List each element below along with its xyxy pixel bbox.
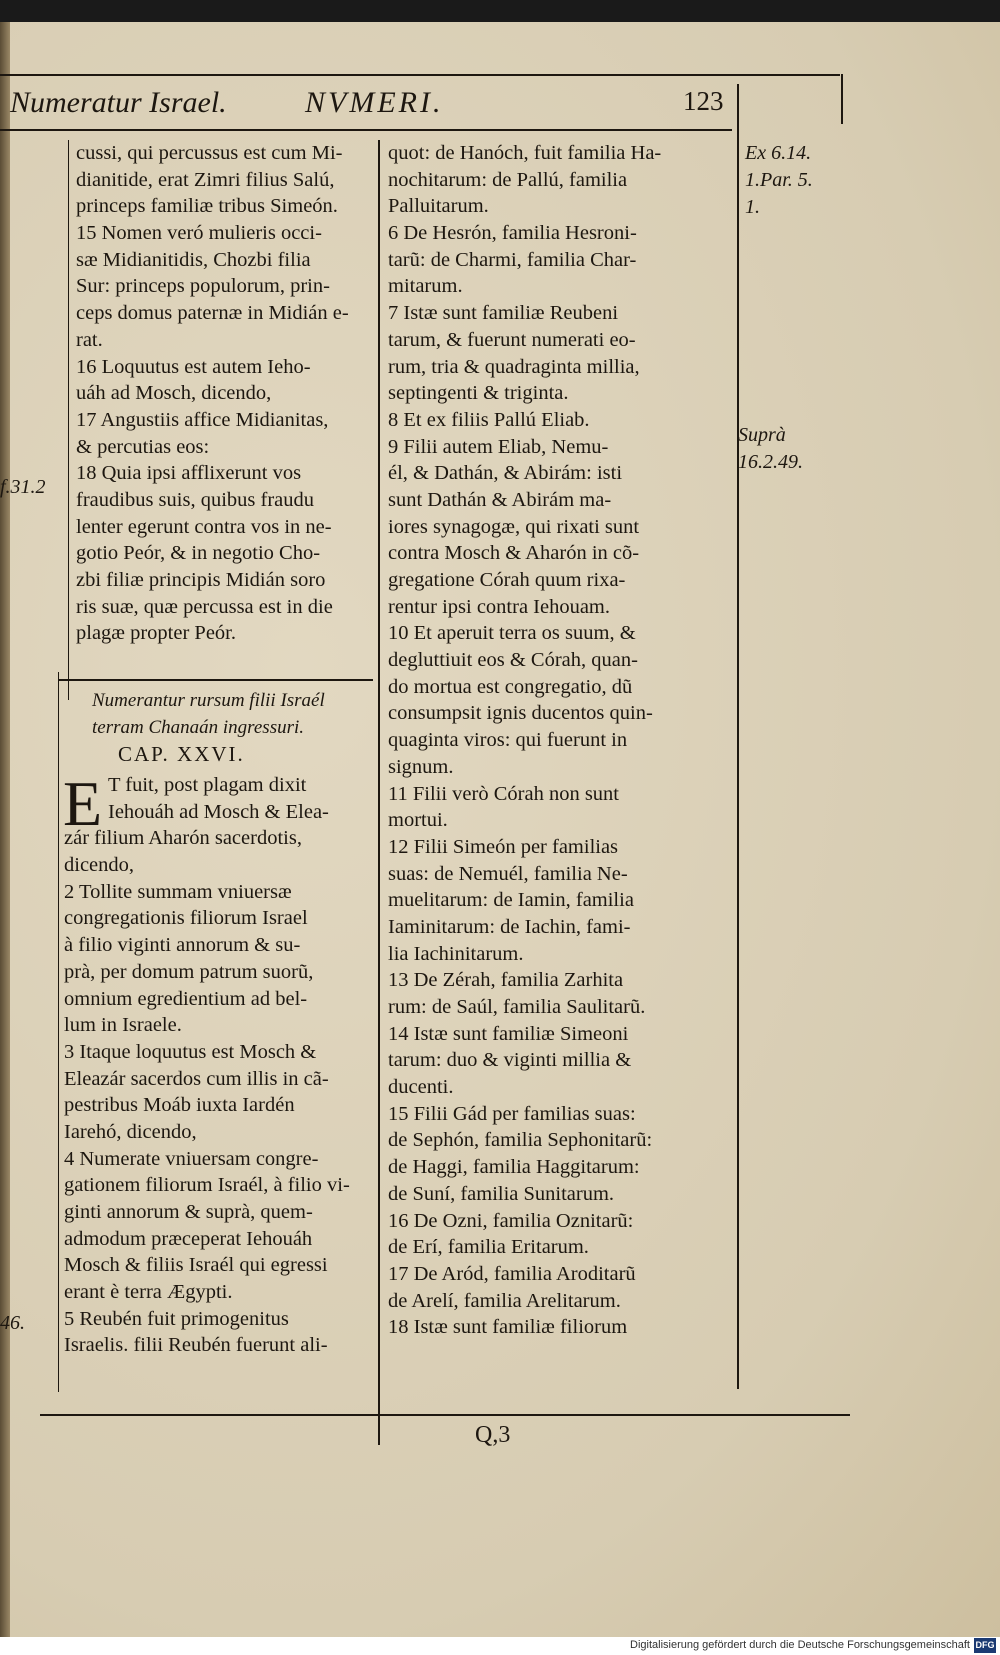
text-line: 8 Et ex filiis Pallú Eliab.	[388, 408, 590, 431]
header-rule	[0, 129, 732, 131]
left-column-rule	[68, 140, 69, 700]
text-line: 16 Loquutus est autem Ieho-	[76, 355, 311, 378]
text-line: à filio viginti annorum & su-	[64, 934, 301, 957]
text-line: ducenti.	[388, 1076, 454, 1099]
text-line: gregatione Córah quum rixa-	[388, 569, 626, 591]
text-line: gotio Peór, & in negotio Cho-	[76, 542, 321, 565]
text-line: nochitarum: de Pallú, familia	[388, 168, 628, 191]
text-line: ceps domus paternæ in Midián e-	[76, 302, 349, 325]
section-summary	[92, 687, 374, 741]
text-line: Palluitarum.	[388, 195, 489, 218]
text-line: zár filium Aharón sacerdotis,	[64, 827, 302, 850]
text-line: 5 Reubén fuit primogenitus	[64, 1307, 289, 1330]
text-line: septingenti & triginta.	[388, 382, 569, 405]
text-line: tarum, & fuerunt numerati eo-	[388, 328, 636, 351]
text-line: ginti annorum & suprà, quem-	[64, 1201, 313, 1223]
text-line: mitarum.	[388, 275, 463, 298]
margin-ref-supra	[738, 422, 803, 476]
text-line: de Arelí, familia Arelitarum.	[388, 1289, 621, 1312]
text-line: quot: de Hanóch, fuit familia Ha-	[388, 142, 662, 164]
text-line: Israelis. filii Reubén fuerunt ali-	[64, 1334, 328, 1357]
margin-ref-line: Ex 6.14.	[745, 142, 812, 164]
funding-notice: Digitalisierung gefördert durch die Deutsche Forschungsgemeinschaft	[630, 1639, 970, 1651]
right-column-verses	[388, 140, 733, 1341]
text-line: degluttiuit eos & Córah, quan-	[388, 649, 638, 672]
text-line: 18 Istæ sunt familiæ filiorum	[388, 1316, 628, 1339]
text-line: erant è terra Ægypti.	[64, 1281, 233, 1304]
text-line: de Sephón, familia Sephonitarũ:	[388, 1129, 653, 1152]
dfg-logo-icon: DFG	[974, 1638, 996, 1653]
text-line: Iarehó, dicendo,	[64, 1120, 197, 1143]
text-line: 15 Nomen veró mulieris occi-	[76, 222, 322, 245]
text-line: de Erí, familia Eritarum.	[388, 1236, 589, 1259]
text-line: 3 Itaque loquutus est Mosch &	[64, 1040, 317, 1063]
text-line: contra Mosch & Aharón in cõ-	[388, 542, 640, 565]
margin-ref-line: 1.Par. 5.	[745, 169, 813, 191]
text-line: rat.	[76, 328, 103, 351]
text-line: admodum præceperat Iehouáh	[64, 1227, 313, 1250]
text-line: Iaminitarum: de Iachin, fami-	[388, 915, 631, 938]
text-line: tarũ: de Charmi, familia Char-	[388, 248, 637, 271]
text-line: plagæ propter Peór.	[76, 622, 236, 645]
margin-note-left-1: f.31.2	[0, 476, 46, 498]
text-line: Sur: princeps populorum, prin-	[76, 275, 330, 298]
right-margin-rule	[737, 84, 739, 1389]
text-line: sæ Midianitidis, Chozbi filia	[76, 248, 311, 271]
binding-edge	[0, 22, 10, 1637]
text-line: Eleazár sacerdos cum illis in cã-	[64, 1067, 329, 1090]
text-line: zbi filiæ principis Midián soro	[76, 569, 326, 591]
text-line: 10 Et aperuit terra os suum, &	[388, 622, 636, 645]
text-line: consumpsit ignis ducentos quin-	[388, 702, 653, 725]
text-line: 17 Angustiis affice Midianitas,	[76, 408, 329, 431]
text-line: de Haggi, familia Haggitarum:	[388, 1156, 640, 1179]
text-line: do mortua est congregatio, dũ	[388, 675, 633, 698]
left-column-rule-lower	[58, 672, 59, 1392]
text-line: rum, tria & quadraginta millia,	[388, 355, 640, 378]
text-line: lenter egerunt contra vos in ne-	[76, 515, 332, 538]
text-line: rentur ipsi contra Iehouam.	[388, 595, 611, 618]
bottom-rule	[40, 1414, 850, 1416]
text-line: tarum: duo & viginti millia &	[388, 1049, 632, 1072]
text-line: uáh ad Mosch, dicendo,	[76, 382, 272, 405]
text-line: gationem filiorum Israél, à filio vi-	[64, 1174, 350, 1197]
text-line: congregationis filiorum Israel	[64, 907, 308, 930]
text-line: lum in Israele.	[64, 1014, 182, 1037]
margin-ref-exodus	[745, 140, 813, 221]
digitization-footer	[0, 1637, 1000, 1655]
left-column-verses	[76, 140, 376, 647]
text-line: cussi, qui percussus est cum Mi-	[76, 142, 343, 164]
text-line: lia Iachinitarum.	[388, 942, 524, 965]
text-line: sunt Dathán & Abirám ma-	[388, 488, 612, 511]
text-line: 15 Filii Gád per familias suas:	[388, 1102, 636, 1125]
text-line: fraudibus suis, quibus fraudu	[76, 488, 315, 511]
outer-rule	[841, 74, 843, 124]
text-line: 9 Filii autem Eliab, Nemu-	[388, 435, 609, 458]
column-divider	[378, 140, 380, 1445]
text-line: mortui.	[388, 809, 448, 832]
text-line: dicendo,	[64, 854, 135, 877]
text-line: de Suní, familia Sunitarum.	[388, 1182, 615, 1205]
text-line: 6 De Hesrón, familia Hesroni-	[388, 222, 637, 245]
running-head-title: NVMERI.	[305, 86, 444, 119]
text-line: dianitide, erat Zimri filius Salú,	[76, 168, 335, 191]
text-line: omnium egredientium ad bel-	[64, 987, 308, 1010]
chapter-26-verses	[63, 768, 374, 1359]
text-line: suas: de Nemuél, familia Ne-	[388, 862, 628, 885]
text-line: rum: de Saúl, familia Saulitarũ.	[388, 996, 646, 1018]
text-line: T fuit, post plagam dixit	[108, 774, 307, 796]
text-line: signum.	[388, 755, 454, 778]
text-line: 4 Numerate vniuersam congre-	[64, 1147, 319, 1170]
text-line: él, & Dathán, & Abirám: isti	[388, 462, 623, 485]
text-line: Mosch & filiis Israél qui egressi	[64, 1254, 328, 1277]
text-line: prà, per domum patrum suorũ,	[64, 960, 314, 983]
text-line: 12 Filii Simeón per familias	[388, 835, 619, 858]
drop-capital: E	[63, 768, 103, 839]
text-line: 11 Filii verò Córah non sunt	[388, 782, 619, 805]
text-line: pestribus Moáb iuxta Iardén	[64, 1094, 295, 1117]
chapter-heading: CAP. XXVI.	[118, 742, 245, 766]
text-line: ris suæ, quæ percussa est in die	[76, 595, 333, 618]
margin-note-left-2: 46.	[0, 1312, 25, 1334]
text-line: 13 De Zérah, familia Zarhita	[388, 969, 624, 992]
text-line: muelitarum: de Iamin, familia	[388, 889, 634, 912]
text-line: 17 De Aród, familia Aroditarũ	[388, 1262, 636, 1285]
text-line: quaginta viros: qui fuerunt in	[388, 729, 628, 752]
signature-mark: Q,3	[475, 1422, 511, 1448]
text-line: 18 Quia ipsi afflixerunt vos	[76, 462, 302, 485]
margin-ref-line: 1.	[745, 196, 760, 218]
margin-ref-line: Suprà	[738, 424, 786, 446]
text-line: 14 Istæ sunt familiæ Simeoni	[388, 1022, 629, 1045]
top-rule	[0, 74, 840, 76]
book-page	[0, 22, 1000, 1637]
running-head-left: Numeratur Israel.	[10, 86, 227, 119]
text-line: iores synagogæ, qui rixati sunt	[388, 515, 640, 538]
text-line: princeps familiæ tribus Simeón.	[76, 195, 338, 218]
margin-ref-line: 16.2.49.	[738, 451, 803, 473]
text-line: Iehouáh ad Mosch & Elea-	[108, 800, 329, 823]
page-number: 123	[683, 86, 724, 116]
text-line: & percutias eos:	[76, 435, 210, 458]
text-line: 7 Istæ sunt familiæ Reubeni	[388, 302, 619, 325]
text-line: 2 Tollite summam vniuersæ	[64, 880, 292, 903]
text-line: 16 De Ozni, familia Oznitarũ:	[388, 1209, 634, 1232]
section-summary-line: Numerantur rursum filii Israél	[92, 690, 325, 711]
section-summary-line: terram Chanaán ingressuri.	[92, 717, 305, 738]
section-rule	[58, 679, 373, 681]
